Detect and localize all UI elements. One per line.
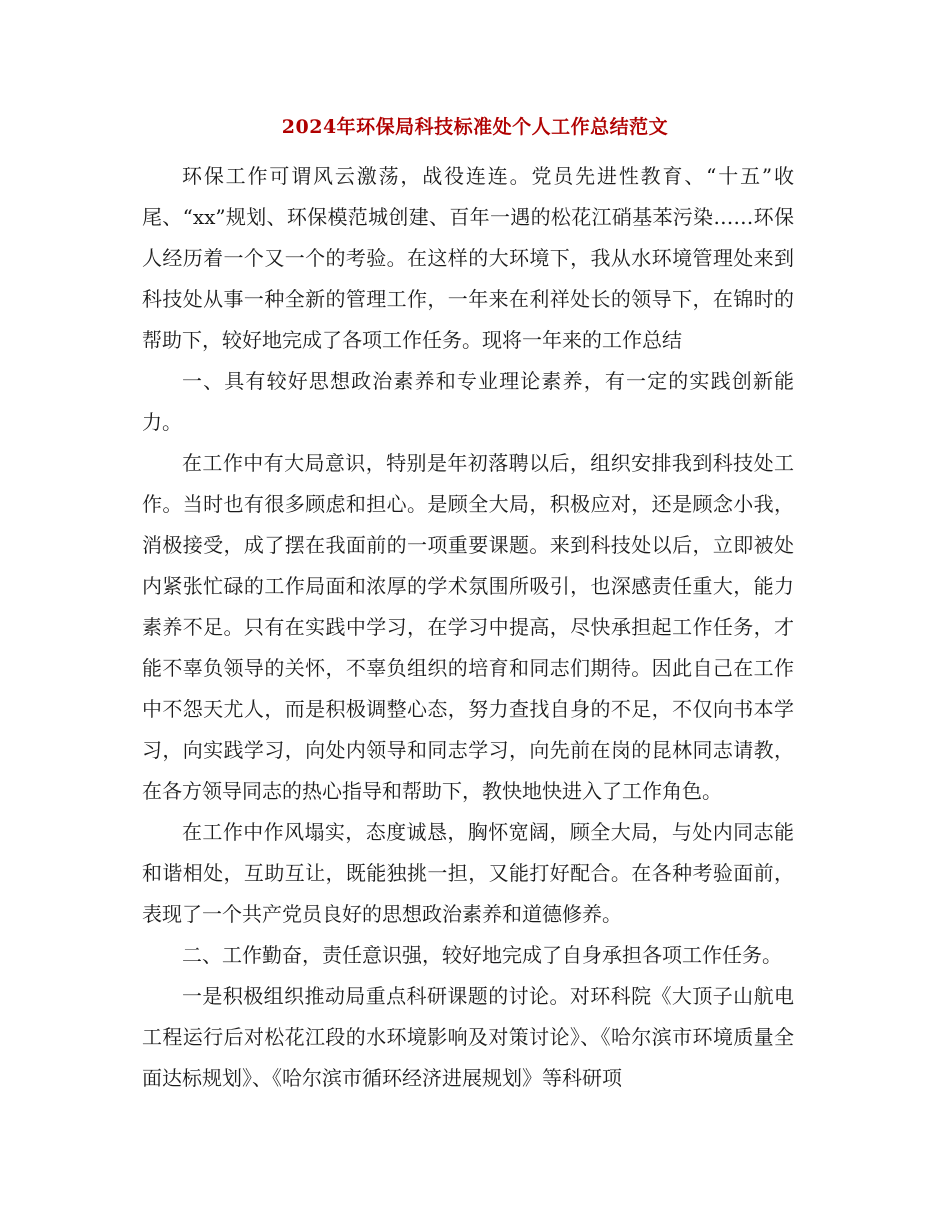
paragraph: 环保工作可谓风云激荡，战役连连。党员先进性教育、“十五”收尾、“xx”规划、环保模范城创建、百年一遇的松花江硝基苯污染……环保人经历着一个又一个的考验。在这样的大环境下，我从水环境管理处来到科技处从事一种全新的管理工作，一年来在利祥处长的领导下，在锦时的帮助下，较好地完成了各项工作任务。现将一年来的工作总结 — [142, 164, 794, 352]
document-body — [142, 156, 794, 1099]
paragraph: 一是积极组织推动局重点科研课题的讨论。对环科院《大顶子山航电工程运行后对松花江段的水环境影响及对策讨论》、《哈尔滨市环境质量全面达标规划》、《哈尔滨市循环经济进展规划》等科研项 — [142, 984, 794, 1090]
paragraph: 一、具有较好思想政治素养和专业理论素养，有一定的实践创新能力。 — [142, 369, 794, 434]
paragraph: 在工作中有大局意识，特别是年初落聘以后，组织安排我到科技处工作。当时也有很多顾虑和担心。是顾全大局，积极应对，还是顾念小我，消极接受，成了摆在我面前的一项重要课题。来到科技处以后，立即被处内紧张忙碌的工作局面和浓厚的学术氛围所吸引，也深感责任重大，能力素养不足。只有在实践中学习，在学习中提高，尽快承担起工作任务，才能不辜负领导的关怀，不辜负组织的培育和同志们期待。因此自己在工作中不怨天尤人，而是积极调整心态，努力查找自身的不足，不仅向书本学习，向实践学习，向处内领导和同志学习，向先前在岗的昆林同志请教，在各方领导同志的热心指导和帮助下，教快地快进入了工作角色。 — [142, 451, 794, 803]
paragraph: 在工作中作风塌实，态度诚恳，胸怀宽阔，顾全大局，与处内同志能和谐相处，互助互让，既能独挑一担，又能打好配合。在各种考验面前，表现了一个共产党员良好的思想政治素养和道德修养。 — [142, 820, 794, 926]
paragraph: 二、工作勤奋，责任意识强，较好地完成了自身承担各项工作任务。 — [182, 943, 782, 967]
document-title: 2024年环保局科技标准处个人工作总结范文 — [281, 116, 669, 138]
